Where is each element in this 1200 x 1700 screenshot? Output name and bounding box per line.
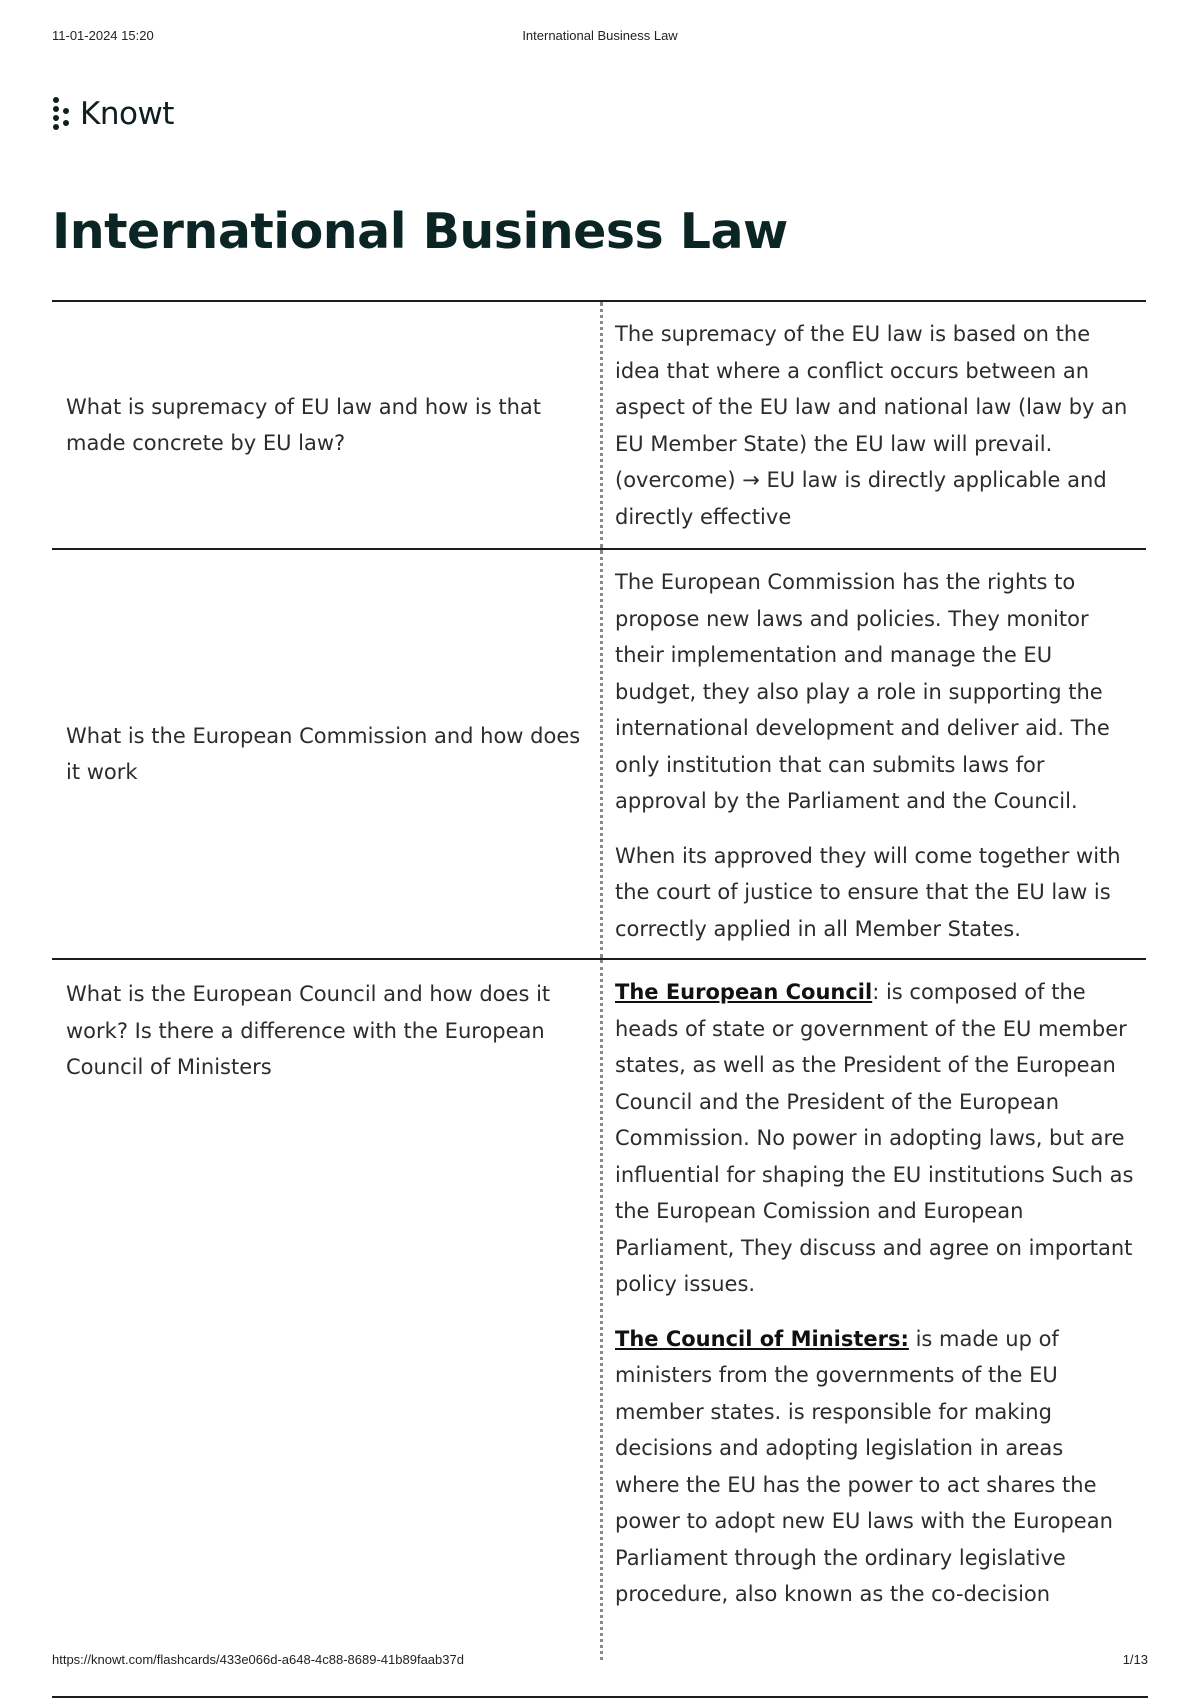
flashcard-row — [52, 548, 1146, 958]
print-document-title: International Business Law — [522, 28, 678, 43]
flashcard-row — [52, 300, 1146, 548]
page-title: International Business Law — [52, 203, 788, 260]
flashcard-answer-cell — [600, 550, 1146, 958]
print-url: https://knowt.com/flashcards/433e066d-a648-4c88-8689-41b89faab37d — [52, 1652, 464, 1667]
council-of-ministers-description: is made up of ministers from the governments of the EU member states. is responsible for making decisions and adopting legislation in areas where the EU has the power to act shares the power to adopt new EU laws with the European Parliament through the ordinary legislative procedure, also known as the co-decision — [615, 1326, 1113, 1606]
flashcard-answer-paragraph — [615, 1321, 1134, 1613]
page-number: 1/13 — [1122, 1652, 1148, 1667]
flashcard-question-cell — [52, 550, 600, 958]
european-council-term: The European Council — [615, 980, 873, 1004]
flashcard-row — [52, 958, 1146, 1660]
flashcard-table — [52, 300, 1146, 1660]
flashcard-answer-paragraph: When its approved they will come together with the court of justice to ensure that the EU law is correctly applied in all Member States. — [615, 843, 1121, 941]
print-date: 11-01-2024 15:20 — [52, 28, 154, 43]
bottom-divider — [52, 1696, 1148, 1698]
flashcard-question: What is the European Council and how does it work? Is there a difference with the European Council of Ministers — [66, 982, 551, 1079]
flashcard-answer-cell — [600, 960, 1146, 1660]
flashcard-question: What is the European Commission and how does it work — [66, 723, 581, 784]
knowt-logo[interactable] — [52, 96, 174, 132]
print-header — [52, 28, 1148, 48]
flashcard-answer-paragraph: The European Commission has the rights to propose new laws and policies. They monitor their implementation and manage the EU budget, they also play a role in supporting the international development and deliver aid. The only institution that can submits laws for approval by the Parliament and the Council. — [615, 570, 1110, 813]
flashcard-question-cell — [52, 960, 600, 1660]
flashcard-question-cell — [52, 302, 600, 548]
flashcard-answer-paragraph: The supremacy of the EU law is based on the idea that where a conflict occurs between an aspect of the EU law and national law (law by an EU Member State) the EU law will prevail. (overcome) → EU law is directly applicable and directly effective — [615, 322, 1128, 529]
logo-text: Knowt — [80, 96, 174, 132]
flashcard-answer-paragraph — [615, 974, 1134, 1303]
knowt-logo-icon — [52, 96, 72, 132]
european-council-description: : is composed of the heads of state or government of the EU member states, as well as the President of the European Council and the President of the European Commission. No power in adopting laws, but are influential for shaping the EU institutions Such as the European Comission and European Parliament, They discuss and agree on important policy issues. — [615, 980, 1134, 1296]
flashcard-answer-cell — [600, 302, 1146, 548]
flashcard-question: What is supremacy of EU law and how is that made concrete by EU law? — [66, 394, 542, 455]
council-of-ministers-term: The Council of Ministers: — [615, 1326, 909, 1351]
